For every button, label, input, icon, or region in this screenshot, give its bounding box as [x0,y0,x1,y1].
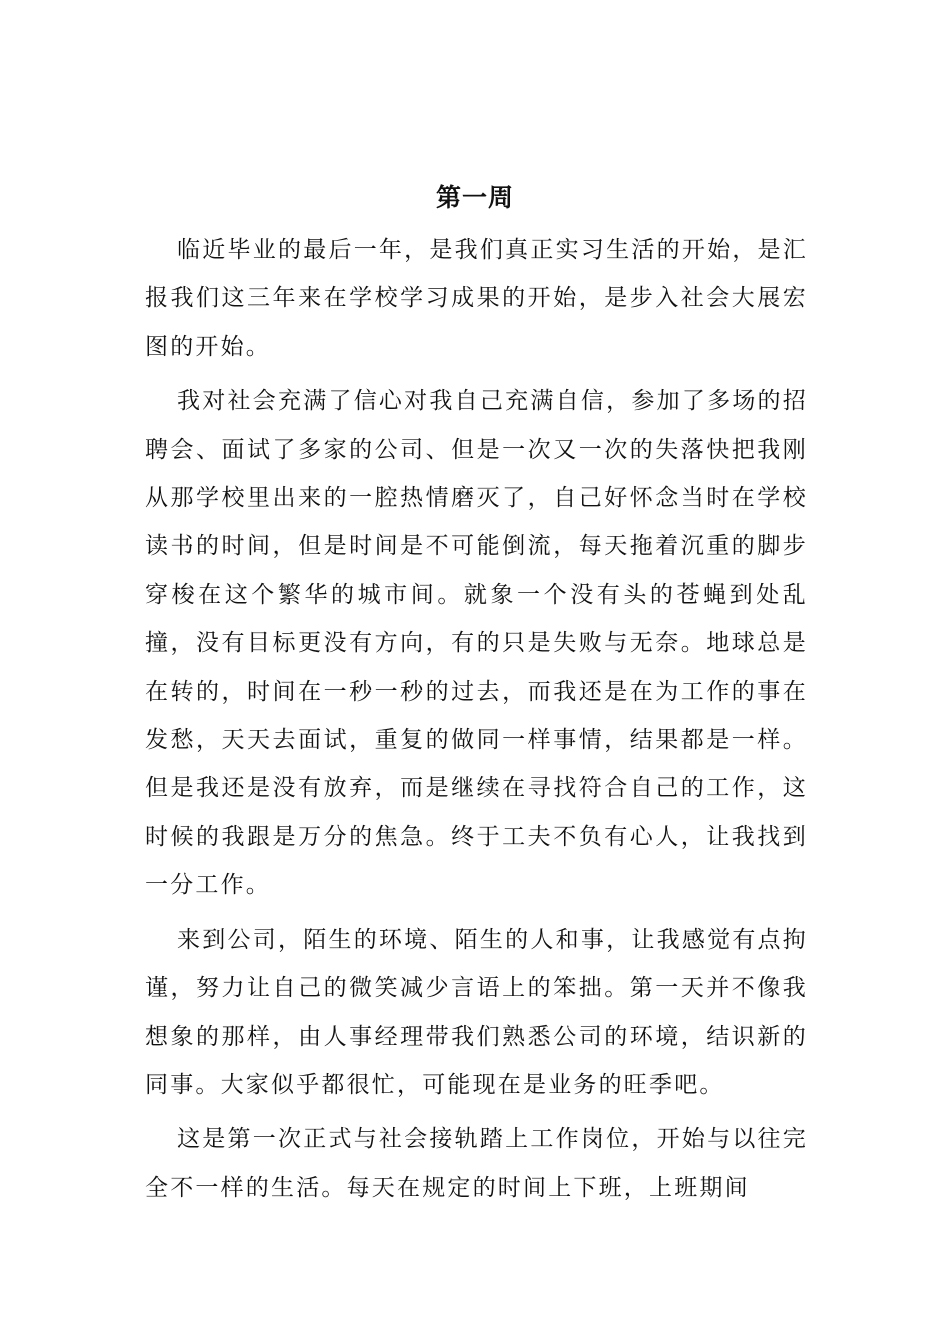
paragraph-1: 临近毕业的最后一年，是我们真正实习生活的开始，是汇报我们这三年来在学校学习成果的开始，是步入社会大展宏图的开始。 [145,237,808,360]
paragraph-2: 我对社会充满了信心对我自己充满自信，参加了多场的招聘会、面试了多家的公司、但是一次又一次的失落快把我刚从那学校里出来的一腔热情磨灭了，自己好怀念当时在学校读书的时间，但是时间是不可能倒流，每天拖着沉重的脚步穿梭在这个繁华的城市间。就象一个没有头的苍蝇到处乱撞，没有目标更没有方向，有的只是失败与无奈。地球总是在转的，时间在一秒一秒的过去，而我还是在为工作的事在发愁，天天去面试，重复的做同一样事情，结果都是一样。但是我还是没有放弃，而是继续在寻找符合自己的工作，这时候的我跟是万分的焦急。终于工夫不负有心人，让我找到一分工作。 [145,388,808,899]
paragraph-4: 这是第一次正式与社会接轨踏上工作岗位，开始与以往完全不一样的生活。每天在规定的时间上下班，上班期间 [145,1126,808,1201]
paragraph-3: 来到公司，陌生的环境、陌生的人和事，让我感觉有点拘谨，努力让自己的微笑减少言语上的笨拙。第一天并不像我想象的那样，由人事经理带我们熟悉公司的环境，结识新的同事。大家似乎都很忙，可能现在是业务的旺季吧。 [145,926,808,1098]
body-text [145,226,808,1218]
page-title: 第一周 [435,183,514,212]
